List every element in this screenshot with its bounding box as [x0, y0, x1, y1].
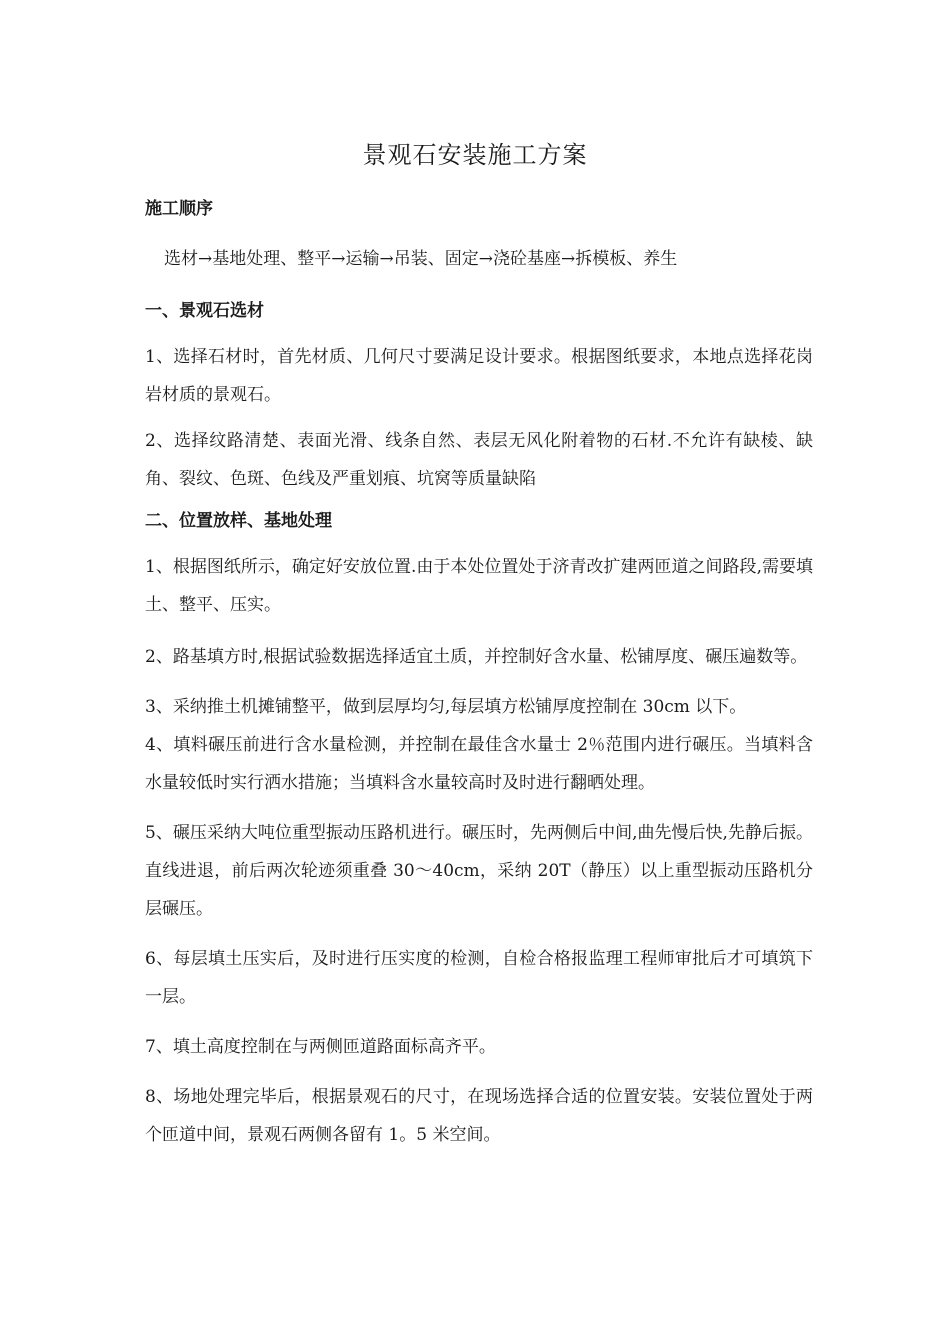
section-heading-order: 施工顺序 — [145, 199, 213, 219]
paragraph: 1、根据图纸所示，确定好安放位置.由于本处位置处于济青改扩建两匝道之间路段,需要填土、整平、压实。 — [145, 557, 813, 615]
document-title: 景观石安装施工方案 — [362, 141, 588, 169]
paragraph: 2、路基填方时,根据试验数据选择适宜土质，并控制好含水量、松铺厚度、碾压遍数等。 — [145, 647, 808, 667]
paragraph: 1、选择石材时，首先材质、几何尺寸要满足设计要求。根据图纸要求，本地点选择花岗岩材质的景观石。 — [145, 347, 813, 405]
construction-flow: 选材→基地处理、整平→运输→吊装、固定→浇砼基座→拆模板、养生 — [164, 249, 678, 269]
document-body — [145, 196, 813, 1154]
paragraph: 6、每层填土压实后，及时进行压实度的检测，自检合格报监理工程师审批后才可填筑下一层。 — [145, 949, 813, 1007]
paragraph: 7、填土高度控制在与两侧匝道路面标高齐平。 — [145, 1037, 496, 1057]
paragraph: 3、采纳推土机摊铺整平，做到层厚均匀,每层填方松铺厚度控制在 30cm 以下。 — [145, 697, 747, 717]
section-heading-selection: 一、景观石选材 — [145, 301, 264, 321]
paragraph: 5、碾压采纳大吨位重型振动压路机进行。碾压时，先两侧后中间,曲先慢后快,先静后振。直线进退，前后两次轮迹须重叠 30～40cm，采纳 20T（静压）以上重型振动压路机分层碾压。 — [145, 823, 813, 919]
section-heading-siting: 二、位置放样、基地处理 — [145, 511, 332, 531]
paragraph: 4、填料碾压前进行含水量检测，并控制在最佳含水量士 2％范围内进行碾压。当填料含水量较低时实行洒水措施；当填料含水量较高时及时进行翻晒处理。 — [145, 735, 813, 793]
paragraph: 2、选择纹路清楚、表面光滑、线条自然、表层无风化附着物的石材.不允许有缺棱、缺角、裂纹、色斑、色线及严重划痕、坑窝等质量缺陷 — [145, 431, 813, 489]
paragraph: 8、场地处理完毕后，根据景观石的尺寸，在现场选择合适的位置安装。安装位置处于两个匝道中间，景观石两侧各留有 1。5 米空间。 — [145, 1087, 813, 1145]
